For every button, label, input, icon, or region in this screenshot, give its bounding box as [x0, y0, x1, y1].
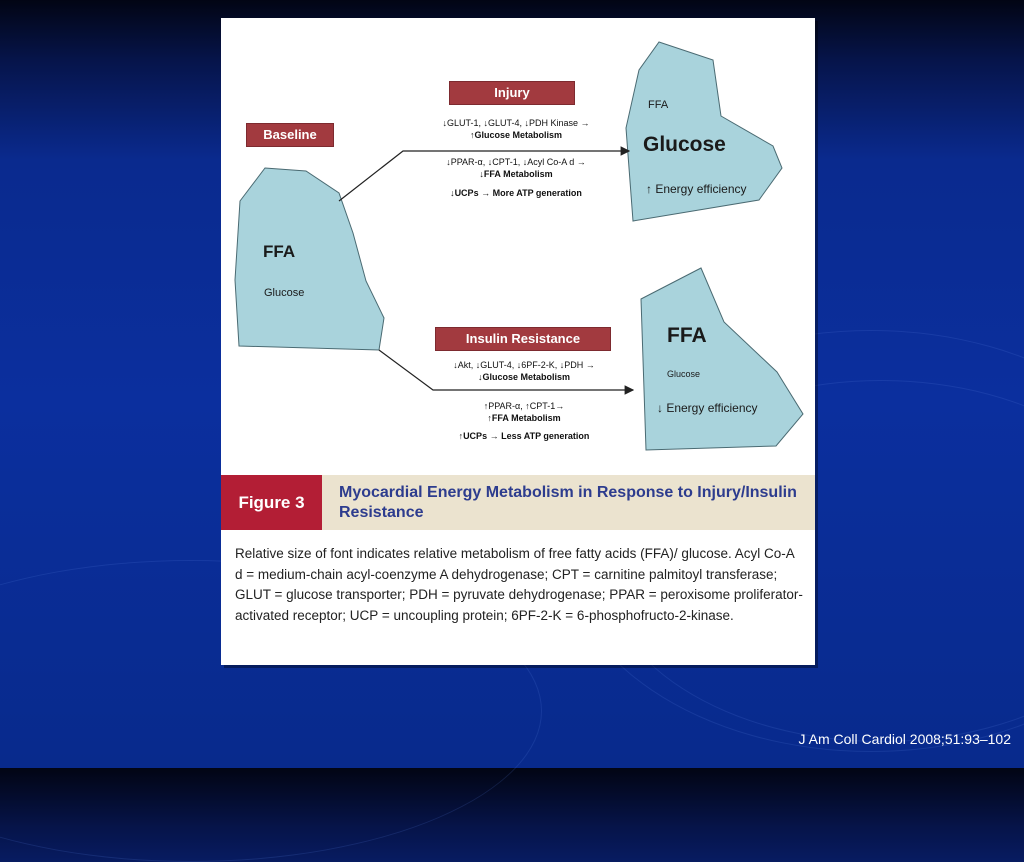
insulin-efficiency-text: ↓ Energy efficiency: [657, 401, 758, 415]
injury-ffa-text: FFA: [648, 99, 669, 111]
baseline-shape: [235, 168, 384, 350]
injury-note-1: ↓GLUT-1, ↓GLUT-4, ↓PDH Kinase →: [442, 118, 590, 128]
insulin-note-3: ↑PPAR-α, ↑CPT-1→: [483, 401, 565, 411]
citation-text: J Am Coll Cardiol 2008;51:93–102: [798, 731, 1011, 747]
injury-note-2: ↑Glucose Metabolism: [469, 130, 563, 140]
injury-efficiency-text: ↑ Energy efficiency: [646, 182, 747, 196]
insulin-note-4: ↑FFA Metabolism: [487, 413, 561, 423]
injury-glucose-text: Glucose: [643, 133, 726, 156]
figure-caption-header: [221, 475, 815, 530]
insulin-glucose-text: Glucose: [667, 369, 701, 379]
insulin-resistance-label: Insulin Resistance: [435, 327, 611, 351]
insulin-resistance-arrow: [379, 350, 633, 390]
figure-panel: [221, 18, 815, 665]
insulin-ffa-text: FFA: [667, 324, 707, 347]
insulin-resistance-shape: [641, 268, 803, 450]
baseline-label: Baseline: [246, 123, 334, 147]
figure-title: Myocardial Energy Metabolism in Response to Injury/Insulin Resistance: [339, 484, 797, 521]
insulin-note-1: ↓Akt, ↓GLUT-4, ↓6PF-2-K, ↓PDH →: [453, 360, 595, 370]
figure-caption-text: Relative size of font indicates relative metabolism of free fatty acids (FFA)/ glucose. Acyl Co-A d = medium-chain acyl-coenzyme A dehydrogenase; CPT = carnitine palmitoyl transferase; GLUT = glucose transporter; PDH = pyruvate dehydrogenase; PPAR = peroxisome proliferator-activated receptor; UCP = uncoupling protein; 6PF-2-K = 6-phosphofructo-2-kinase.: [235, 546, 803, 623]
insulin-note-5: ↑UCPs → Less ATP generation: [458, 431, 590, 441]
injury-note-4: ↓FFA Metabolism: [479, 169, 553, 179]
injury-note-5: ↓UCPs → More ATP generation: [450, 188, 582, 198]
injury-label: Injury: [449, 81, 575, 105]
baseline-glucose-text: Glucose: [264, 287, 305, 299]
baseline-ffa-text: FFA: [263, 242, 296, 261]
diagram: [221, 18, 815, 474]
insulin-note-2: ↓Glucose Metabolism: [477, 372, 571, 382]
injury-note-3: ↓PPAR-α, ↓CPT-1, ↓Acyl Co-A d →: [446, 157, 586, 167]
figure-number-tag: Figure 3: [221, 475, 322, 530]
